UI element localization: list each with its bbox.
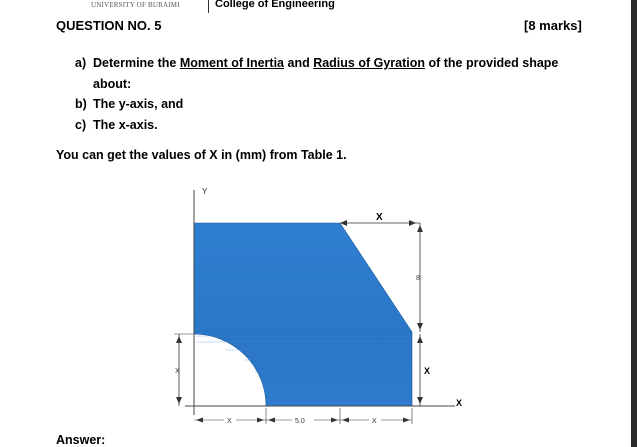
university-header: UNIVERSITY OF BURAIMI xyxy=(91,1,180,9)
college-header: College of Engineering xyxy=(215,0,335,10)
part-b-text: The y-axis, and xyxy=(93,97,184,111)
part-a-text-mid: and xyxy=(284,56,314,70)
y-axis-label: Y xyxy=(202,187,208,196)
instruction-text: You can get the values of X in (mm) from Table 1. xyxy=(56,148,347,162)
bottom-right-label: X xyxy=(372,418,377,425)
arrowhead xyxy=(196,418,203,423)
radius-of-gyration-term: Radius of Gyration xyxy=(313,56,426,70)
part-a-label: a) xyxy=(75,56,87,70)
upper-height-label: 8 xyxy=(416,275,420,282)
question-title: QUESTION NO. 5 xyxy=(56,18,162,33)
part-a-line2: about: xyxy=(93,77,132,91)
arrowhead xyxy=(257,418,264,423)
moment-of-inertia-term: Moment of Inertia xyxy=(179,56,285,70)
composite-shape xyxy=(194,223,412,406)
question-marks: [8 marks] xyxy=(524,18,582,33)
bottom-left-label: X xyxy=(227,418,232,425)
top-width-label: X xyxy=(376,212,383,223)
radius-label: X xyxy=(175,368,180,375)
lower-height-label: X xyxy=(424,366,431,376)
arrowhead xyxy=(176,397,182,404)
arrowhead xyxy=(417,336,423,343)
bottom-mid-label: 5.0 xyxy=(295,418,305,425)
arrowhead xyxy=(417,323,423,330)
arrowhead xyxy=(409,220,416,226)
x-axis-label: X xyxy=(456,398,463,408)
arrowhead xyxy=(417,397,423,404)
arrowhead xyxy=(342,418,349,423)
part-c-label: c) xyxy=(75,118,87,132)
arrowhead xyxy=(403,418,410,423)
part-c-text: The x-axis. xyxy=(93,118,158,132)
part-b-label: b) xyxy=(75,97,87,111)
arrowhead xyxy=(268,418,275,423)
arrowhead xyxy=(417,225,423,232)
arrowhead xyxy=(331,418,338,423)
part-a-text-after: of the provided shape xyxy=(425,56,559,70)
arrowhead xyxy=(176,336,182,343)
part-a-text-before: Determine the xyxy=(93,56,180,70)
answer-label: Answer: xyxy=(56,433,106,447)
